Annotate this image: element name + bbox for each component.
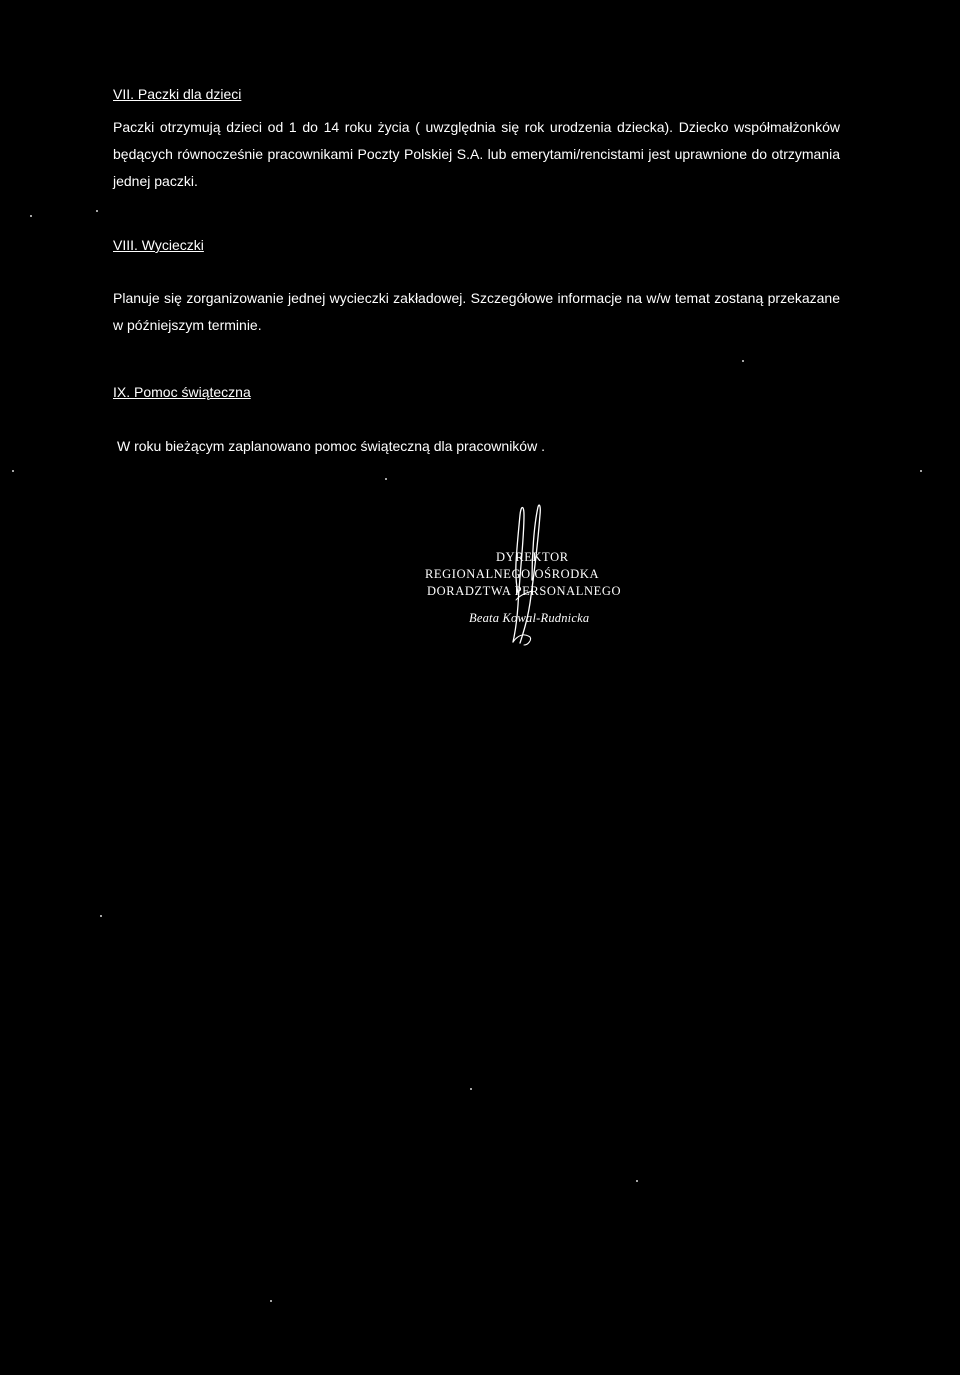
- scan-speck: [385, 478, 387, 480]
- section-8-paragraph: Planuje się zorganizowanie jednej wycieczki zakładowej. Szczegółowe informacje na w/w temat zostaną przekazane w późniejszym terminie.: [113, 290, 840, 333]
- section-7-paragraph: Paczki otrzymują dzieci od 1 do 14 roku życia ( uwzględnia się rok urodzenia dziecka). Dziecko współmałżonków będących równocześnie pracownikami Poczty Polskiej S.A. lub emerytami/rencistami jest uprawnione do otrzymania jednej paczki.: [113, 119, 840, 189]
- scan-speck: [12, 470, 14, 472]
- section-9-heading: IX. Pomoc świąteczna: [113, 384, 251, 400]
- scan-speck: [470, 1088, 472, 1090]
- scan-speck: [920, 470, 922, 472]
- stamp-title: DYREKTOR: [496, 550, 569, 564]
- stamp-person-name: Beata Kowal-Rudnicka: [469, 611, 590, 625]
- stamp-organization-line-1: REGIONALNEGO OŚRODKA: [425, 567, 600, 581]
- scan-speck: [96, 210, 98, 212]
- section-8-heading: VIII. Wycieczki: [113, 237, 204, 253]
- section-7-heading: VII. Paczki dla dzieci: [113, 86, 242, 102]
- scan-speck: [270, 1300, 272, 1302]
- stamp-organization-line-2: DORADZTWA PERSONALNEGO: [427, 584, 622, 598]
- scan-speck: [100, 915, 102, 917]
- scan-speck: [30, 215, 32, 217]
- section-9-paragraph: W roku bieżącym zaplanowano pomoc świąteczną dla pracowników .: [117, 438, 545, 454]
- scan-speck: [742, 360, 744, 362]
- signature-stamp: [420, 545, 660, 645]
- scan-speck: [636, 1180, 638, 1182]
